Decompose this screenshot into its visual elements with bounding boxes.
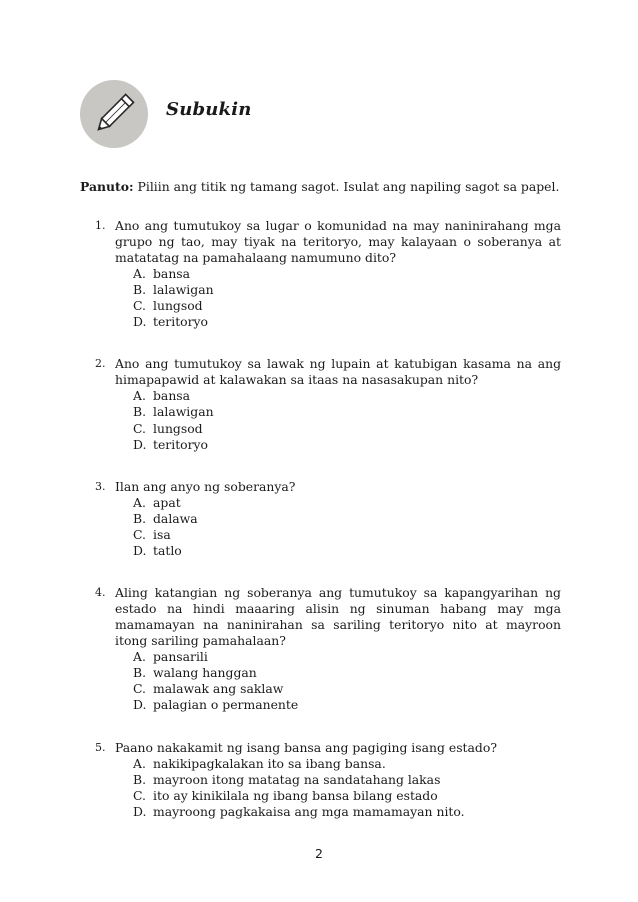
option-letter: A. [133,755,146,771]
question-5 [95,740,561,820]
option-text: teritoryo [153,436,209,452]
option-text: malawak ang saklaw [153,681,284,697]
option-c [133,298,561,314]
option-text: dalawa [153,510,198,526]
question-number: 2. [95,357,106,371]
instructions-text: Piliin ang titik ng tamang sagot. Isulat ang napiling sagot sa papel. [133,179,560,194]
option-letter: B. [133,665,147,681]
option-d [133,543,561,559]
question-1 [95,218,561,330]
option-letter: A. [133,266,146,281]
option-c [133,527,561,543]
instructions [80,179,560,195]
option-letter: C. [133,681,146,697]
option-letter: C. [133,420,146,436]
question-text: Aling katangian ng soberanya ang tumutukoy sa kapangyarihan ng estado na hindi maaaring alisin ng sinuman habang may mga mamamayan na naninirahan sa sariling teritoryo nito at mayroon itong sariling pamahalaan? [115,585,561,649]
option-letter: C. [133,298,146,314]
option-text: nakikipagkalakan ito sa ibang bansa. [153,755,386,771]
question-number: 3. [95,479,106,493]
question-text: Ano ang tumutukoy sa lugar o komunidad na may naninirahang mga grupo ng tao, may tiyak na teritoryo, may kalayaan o soberanya at matatatag na pamahalaang namumuno dito? [115,218,561,265]
option-text: bansa [153,266,191,281]
option-a [133,388,561,404]
option-d [133,697,561,713]
instructions-label: Panuto: [80,179,134,194]
option-text: lungsod [153,298,203,314]
option-letter: B. [133,510,147,526]
option-b [133,772,561,788]
option-letter: B. [133,404,147,420]
question-text: Paano nakakamit ng isang bansa ang pagiging isang estado? [115,739,497,755]
option-letter: D. [133,314,147,330]
option-text: lungsod [153,420,203,436]
option-text: pansarili [153,649,208,665]
option-letter: D. [133,803,147,819]
option-b [133,665,561,681]
question-4 [95,585,561,713]
option-c [133,681,561,697]
option-list [115,266,561,330]
option-text: bansa [153,388,191,404]
pencil-icon [80,80,148,148]
question-number: 1. [95,219,106,232]
option-text: apat [153,494,181,510]
question-number: 5. [95,740,106,754]
section-title: Subukin [166,99,252,120]
option-text: mayroong pagkakaisa ang mga mamamayan nito. [153,803,465,819]
option-letter: B. [133,282,147,298]
option-text: palagian o permanente [153,697,299,713]
option-text: lalawigan [153,404,214,420]
option-list [115,649,561,713]
option-d [133,804,561,820]
option-letter: C. [133,787,146,803]
option-text: ito ay kinikilala ng ibang bansa bilang estado [153,787,438,803]
option-b [133,404,561,420]
option-c [133,421,561,437]
option-letter: B. [133,771,147,787]
question-number: 4. [95,586,106,600]
option-text: teritoryo [153,314,209,330]
question-list [95,218,561,846]
option-letter: D. [133,543,147,559]
option-text: walang hanggan [153,665,257,681]
option-b [133,511,561,527]
option-list [115,756,561,820]
option-d [133,437,561,453]
option-b [133,282,561,298]
option-text: mayroon itong matatag na sandatahang lakas [153,771,441,787]
option-list [115,388,561,452]
option-a [133,756,561,772]
option-letter: A. [133,388,146,404]
question-text: Ano ang tumutukoy sa lawak ng lupain at katubigan kasama na ang himapapawid at kalawakan sa itaas na nasasakupan nito? [115,356,561,388]
option-text: lalawigan [153,282,214,298]
option-c [133,788,561,804]
option-text: isa [153,526,171,542]
option-letter: C. [133,526,146,542]
question-text: Ilan ang anyo ng soberanya? [115,478,296,494]
option-text: tatlo [153,543,182,559]
question-3 [95,479,561,559]
option-a [133,649,561,665]
question-2 [95,356,561,452]
option-letter: D. [133,436,147,452]
option-a [133,266,561,282]
option-letter: A. [133,494,146,510]
option-letter: D. [133,697,147,713]
option-a [133,495,561,511]
option-list [115,495,561,559]
option-d [133,314,561,330]
page-number: 2 [315,846,323,861]
option-letter: A. [133,649,146,665]
